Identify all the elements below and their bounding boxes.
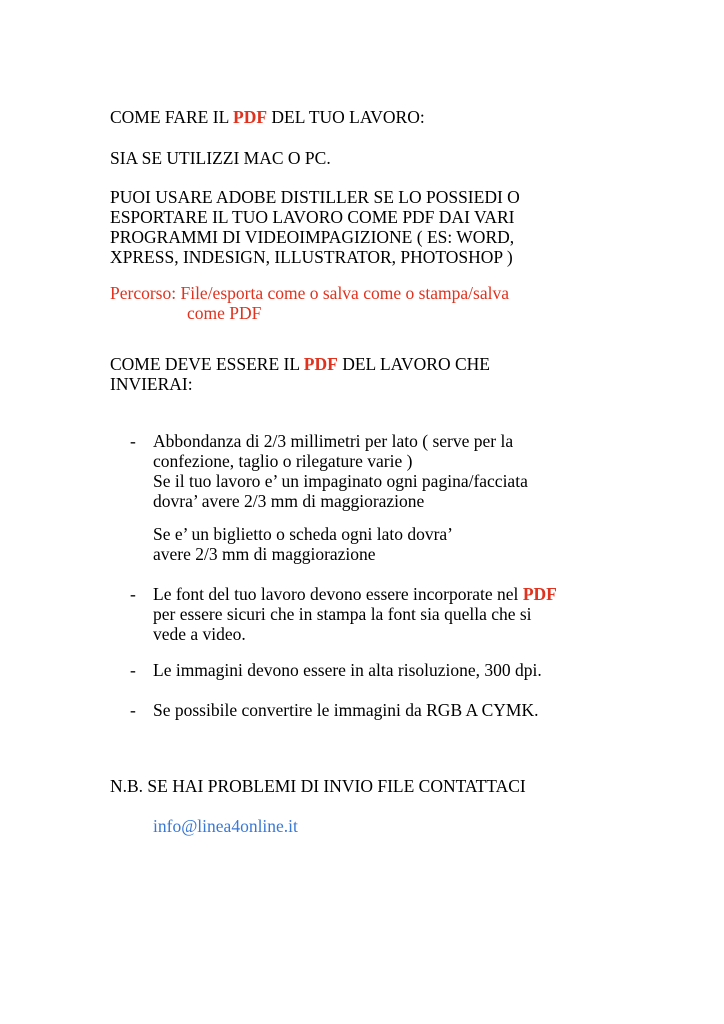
title-pdf-highlight: PDF — [233, 107, 268, 127]
requirement-line: per essere sicuri che in stampa la font sia quella che si — [153, 604, 532, 624]
requirements-heading-line — [110, 354, 610, 374]
requirement-fonts-prefix: Le font del tuo lavoro devono essere incorporate nel — [153, 584, 523, 604]
requirement-text — [153, 524, 610, 564]
requirement-line: vede a video. — [153, 624, 246, 644]
requirement-line: avere 2/3 mm di maggiorazione — [153, 544, 376, 564]
title-heading — [110, 107, 610, 127]
requirement-text — [153, 431, 610, 511]
requirement-resolution — [130, 660, 610, 680]
title-prefix: COME FARE IL — [110, 107, 233, 127]
requirement-line: Le immagini devono essere in alta risoluzione, 300 dpi. — [153, 660, 542, 680]
export-path-line: Percorso: File/esporta come o salva come o stampa/salva — [110, 283, 509, 303]
requirements-pdf-highlight: PDF — [303, 354, 338, 374]
requirement-line — [153, 584, 610, 604]
requirement-text — [153, 660, 610, 680]
requirement-bleed — [130, 431, 610, 511]
requirement-line: Abbondanza di 2/3 millimetri per lato ( serve per la — [153, 431, 514, 451]
export-path-note — [110, 283, 610, 323]
requirements-heading-prefix: COME DEVE ESSERE IL — [110, 354, 304, 374]
requirements-heading-line2: INVIERAI: — [110, 374, 193, 394]
requirement-text — [153, 700, 610, 720]
bullet-dash: - — [130, 584, 136, 604]
contact-email-link[interactable]: info@linea4online.it — [153, 816, 298, 836]
requirement-line: confezione, taglio o rilegature varie ) — [153, 451, 413, 471]
bullet-dash: - — [130, 700, 136, 720]
software-paragraph — [110, 187, 610, 267]
bullet-dash: - — [130, 431, 136, 451]
requirements-heading-suffix: DEL LAVORO CHE — [337, 354, 490, 374]
requirement-bleed-card-note — [130, 524, 610, 564]
requirement-pdf-highlight: PDF — [522, 584, 557, 604]
requirement-line: Se il tuo lavoro e’ un impaginato ogni pagina/facciata — [153, 471, 528, 491]
footer-note: N.B. SE HAI PROBLEMI DI INVIO FILE CONTATTACI — [110, 776, 526, 796]
requirement-line: dovra’ avere 2/3 mm di maggiorazione — [153, 491, 425, 511]
bullet-dash: - — [130, 660, 136, 680]
export-path-continuation: come PDF — [187, 303, 262, 323]
software-line: ESPORTARE IL TUO LAVORO COME PDF DAI VARI — [110, 207, 515, 227]
software-line: XPRESS, INDESIGN, ILLUSTRATOR, PHOTOSHOP ) — [110, 247, 513, 267]
requirement-line: Se possibile convertire le immagini da RGB A CYMK. — [153, 700, 539, 720]
requirement-fonts — [130, 584, 610, 644]
requirement-line: Se e’ un biglietto o scheda ogni lato dovra’ — [153, 524, 454, 544]
requirement-text — [153, 584, 610, 644]
requirements-heading — [110, 354, 610, 394]
platform-line: SIA SE UTILIZZI MAC O PC. — [110, 148, 331, 168]
requirement-color-conversion — [130, 700, 610, 720]
contact-email-line — [153, 816, 653, 836]
software-line: PUOI USARE ADOBE DISTILLER SE LO POSSIEDI O — [110, 187, 520, 207]
title-suffix: DEL TUO LAVORO: — [267, 107, 425, 127]
software-line: PROGRAMMI DI VIDEOIMPAGIZIONE ( ES: WORD, — [110, 227, 515, 247]
